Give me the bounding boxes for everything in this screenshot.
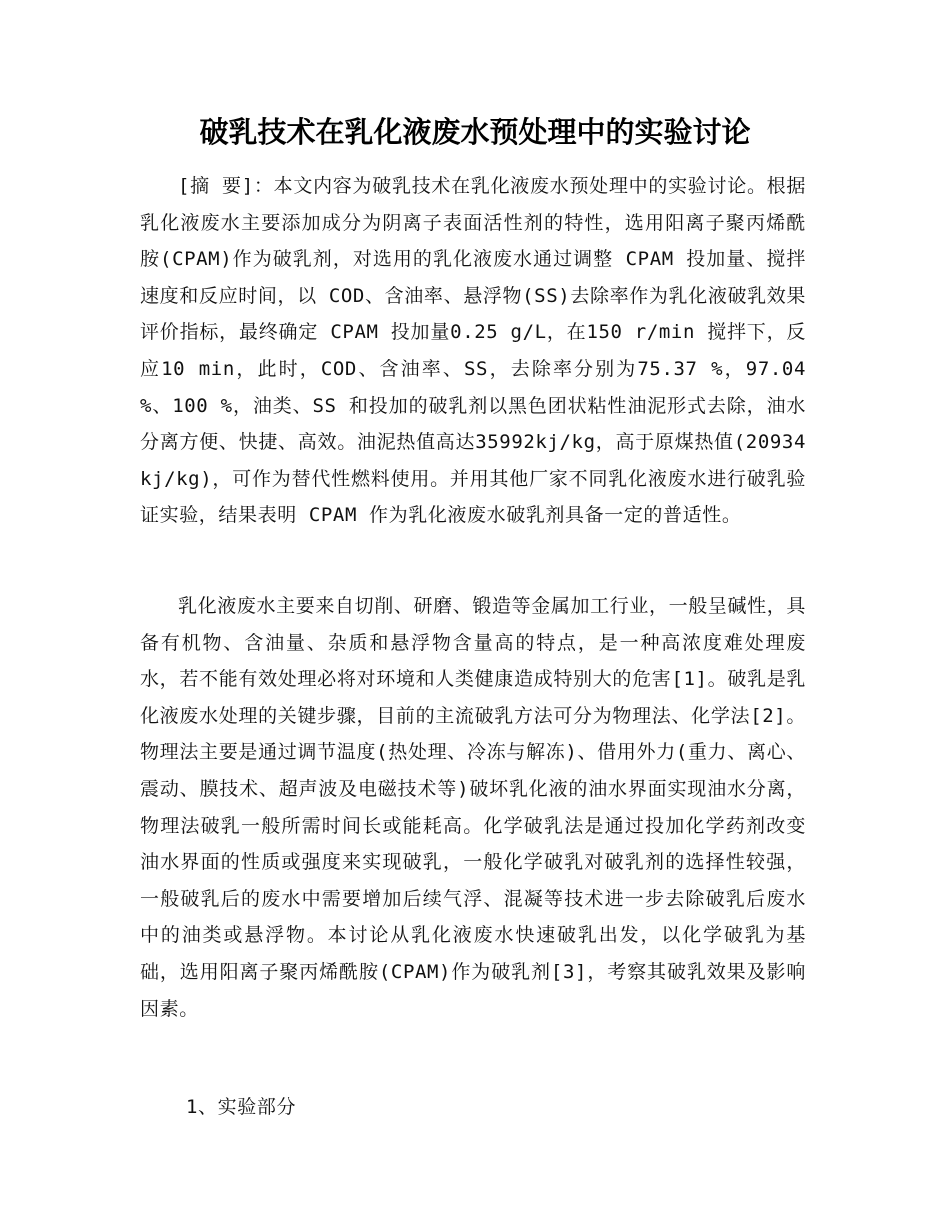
intro-paragraph: 乳化液废水主要来自切削、研磨、锻造等金属加工行业，一般呈碱性，具备有机物、含油量、杂质和悬浮物含量高的特点，是一种高浓度难处理废水，若不能有效处理必将对环境和人类健康造成特别大的危害[1]。破乳是乳化液废水处理的关键步骤，目前的主流破乳方法可分为物理法、化学法[2]。物理法主要是通过调节温度(热处理、冷冻与解冻)、借用外力(重力、离心、震动、膜技术、超声波及电磁技术等)破坏乳化液的油水界面实现油水分离，物理法破乳一般所需时间长或能耗高。化学破乳法是通过投加化学药剂改变油水界面的性质或强度来实现破乳，一般化学破乳对破乳剂的选择性较强，一般破乳后的废水中需要增加后续气浮、混凝等技术进一步去除破乳后废水中的油类或悬浮物。本讨论从乳化液废水快速破乳出发，以化学破乳为基础，选用阳离子聚丙烯酰胺(CPAM)作为破乳剂[3]，考察其破乳效果及影响因素。 — [140, 595, 806, 1020]
document-title: 破乳技术在乳化液废水预处理中的实验讨论 — [199, 115, 751, 149]
abstract-paragraph: [摘 要]：本文内容为破乳技术在乳化液废水预处理中的实验讨论。根据乳化液废水主要添加成分为阴离子表面活性剂的特性，选用阳离子聚丙烯酰胺(CPAM)作为破乳剂，对选用的乳化液废水通过调整 CPAM 投加量、搅拌速度和反应时间，以 COD、含油率、悬浮物(SS)去除率作为乳化液破乳效果评价指标，最终确定 CPAM 投加量0.25 g/L，在150 r/min 搅拌下，反应10 min，此时，COD、含油率、SS，去除率分别为75.37 %，97.04 %、100 %，油类、SS 和投加的破乳剂以黑色团状粘性油泥形式去除，油水分离方便、快捷、高效。油泥热值高达35992kj/kg，高于原煤热值(20934 kj/kg)，可作为替代性燃料使用。并用其他厂家不同乳化液废水进行破乳验证实验，结果表明 CPAM 作为乳化液废水破乳剂具备一定的普适性。 — [140, 175, 806, 527]
section-heading: 1、实验部分 — [186, 1096, 297, 1118]
